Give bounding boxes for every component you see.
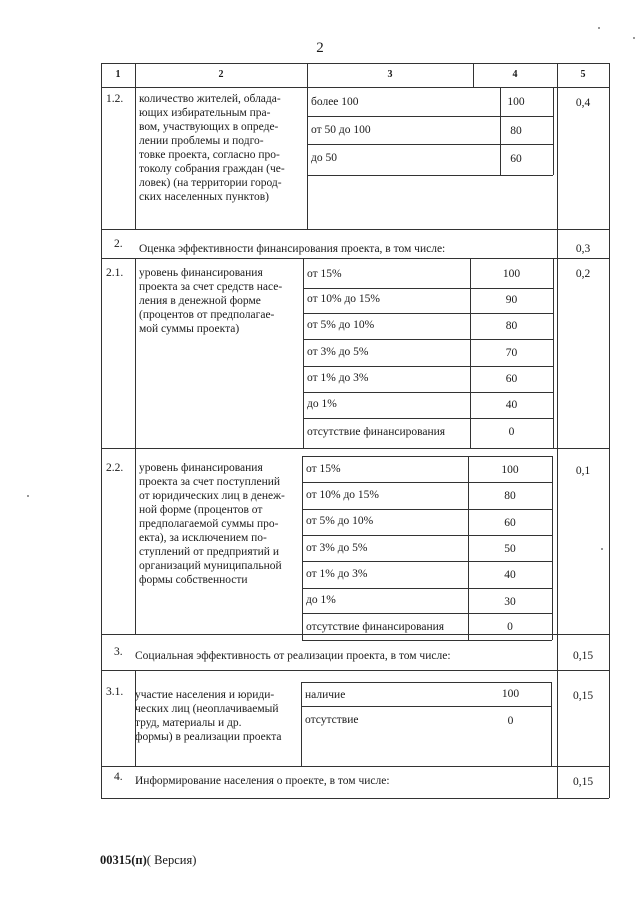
option-label: наличие bbox=[305, 689, 346, 701]
option-score: 60 bbox=[505, 373, 518, 385]
scan-speck bbox=[598, 27, 600, 29]
row-number: 4. bbox=[114, 771, 123, 783]
option-score: 0 bbox=[507, 621, 513, 633]
option-score: 100 bbox=[502, 268, 521, 280]
option-score: 40 bbox=[504, 569, 516, 581]
option-score: 80 bbox=[504, 490, 516, 502]
weight-value: 0,15 bbox=[572, 776, 594, 788]
scan-speck bbox=[27, 495, 29, 497]
option-label: отсутствие финансирования bbox=[307, 426, 446, 438]
option-label: от 10% до 15% bbox=[306, 489, 380, 501]
option-label: более 100 bbox=[311, 96, 359, 108]
option-label: от 15% bbox=[307, 268, 342, 280]
scan-speck bbox=[601, 548, 603, 550]
weight-value: 0,15 bbox=[572, 650, 594, 662]
option-score: 100 bbox=[507, 96, 525, 108]
option-score: 80 bbox=[505, 320, 518, 332]
option-label: от 1% до 3% bbox=[307, 372, 369, 384]
option-score: 100 bbox=[501, 688, 520, 700]
row-number: 2. bbox=[114, 238, 123, 250]
option-label: от 3% до 5% bbox=[306, 542, 368, 554]
row-number: 3. bbox=[114, 646, 123, 658]
option-label: от 15% bbox=[306, 463, 341, 475]
option-label: от 5% до 10% bbox=[306, 515, 374, 527]
option-label: от 10% до 15% bbox=[307, 293, 381, 305]
row-number: 3.1. bbox=[106, 686, 124, 698]
option-label: отсутствие bbox=[305, 714, 359, 726]
option-score: 100 bbox=[501, 464, 519, 476]
option-score: 70 bbox=[505, 347, 518, 359]
page-number: 2 bbox=[316, 40, 324, 56]
document-code: 00315(п)( Версия) bbox=[100, 853, 197, 867]
section-title: Оценка эффективности финансирования проекта, в том числе: bbox=[139, 243, 446, 255]
option-score: 40 bbox=[505, 399, 518, 411]
row-number: 2.2. bbox=[106, 462, 124, 474]
scan-speck bbox=[633, 37, 635, 39]
option-score: 0 bbox=[508, 426, 515, 438]
option-score: 60 bbox=[510, 153, 522, 165]
criterion-description: уровень финансирования проекта за счет поступлений от юридических лиц в денеж- ной форме (процентов от предполагаемой суммы про- екта), за исключением по- ступлений от предприятий и организаций муниципальной формы собственности bbox=[139, 462, 285, 586]
weight-value: 0,4 bbox=[575, 97, 591, 109]
section-title: Социальная эффективность от реализации проекта, в том числе: bbox=[135, 650, 451, 662]
row-number: 1.2. bbox=[106, 93, 124, 105]
weight-value: 0,2 bbox=[575, 268, 591, 280]
criterion-description: уровень финансирования проекта за счет средств насе- ления в денежной форме (процентов от предполагае- мой суммы проекта) bbox=[139, 267, 283, 335]
option-score: 90 bbox=[505, 294, 518, 306]
weight-value: 0,1 bbox=[575, 465, 591, 477]
option-score: 80 bbox=[510, 125, 522, 137]
row-number: 2.1. bbox=[106, 267, 124, 279]
option-score: 30 bbox=[504, 596, 516, 608]
option-label: от 50 до 100 bbox=[311, 124, 371, 136]
criterion-description: количество жителей, облада- ющих избирательным пра- вом, участвующих в опреде- лении проблемы и подго- товке проекта, согласно про- токолу собрания граждан (че- ловек) (на территории город- ских населенных пунктов) bbox=[139, 93, 285, 203]
criterion-description: участие населения и юриди- ческих лиц (неоплачиваемый труд, материалы и др. формы) в реализации проекта bbox=[135, 689, 282, 743]
weight-value: 0,15 bbox=[572, 690, 594, 702]
option-label: от 5% до 10% bbox=[307, 319, 375, 331]
col-header-4: 4 bbox=[512, 69, 518, 80]
option-score: 0 bbox=[507, 715, 514, 727]
col-header-1: 1 bbox=[115, 69, 121, 80]
weight-value: 0,3 bbox=[575, 243, 591, 255]
option-label: до 1% bbox=[307, 398, 337, 410]
option-label: до 50 bbox=[311, 152, 337, 164]
option-score: 60 bbox=[504, 517, 516, 529]
col-header-2: 2 bbox=[218, 69, 224, 80]
option-label: от 3% до 5% bbox=[307, 346, 369, 358]
section-title: Информирование населения о проекте, в том числе: bbox=[135, 775, 390, 787]
option-label: от 1% до 3% bbox=[306, 568, 368, 580]
option-score: 50 bbox=[504, 543, 516, 555]
option-label: отсутствие финансирования bbox=[306, 621, 445, 633]
col-header-5: 5 bbox=[580, 69, 586, 80]
option-label: до 1% bbox=[306, 594, 336, 606]
col-header-3: 3 bbox=[387, 69, 393, 80]
